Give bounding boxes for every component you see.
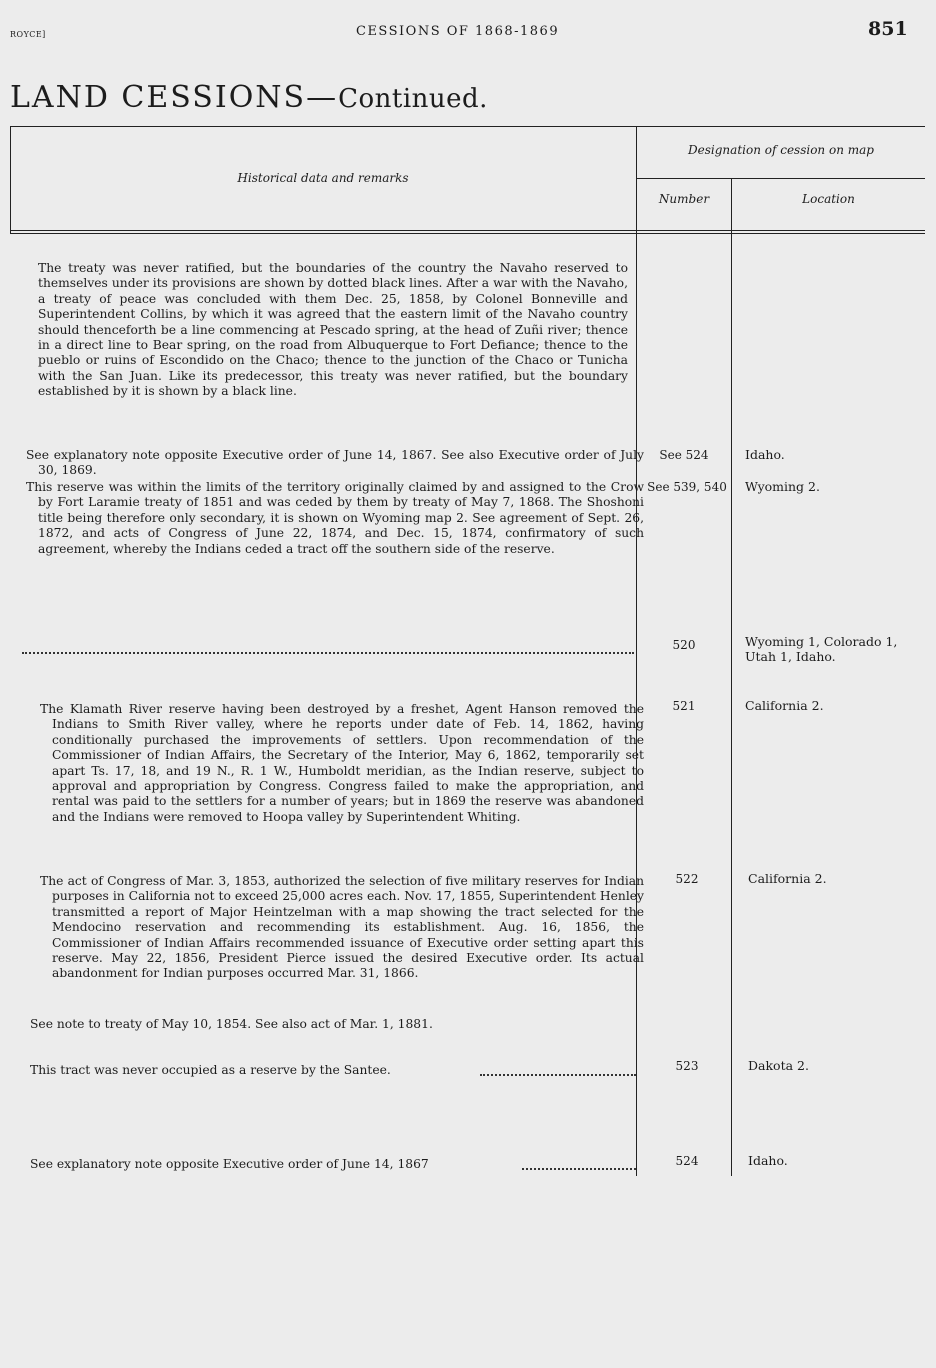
rule-designation-under (637, 178, 925, 179)
title-dash: — (306, 80, 339, 115)
column-head-designation: Designation of cession on map (688, 143, 874, 157)
cession-location: California 2. (748, 871, 827, 886)
cession-location: Idaho. (748, 1153, 788, 1168)
cession-location: California 2. (745, 698, 824, 713)
cession-location: Dakota 2. (748, 1058, 809, 1073)
cession-number: See 524 (659, 448, 709, 462)
column-head-remarks: Historical data and remarks (237, 171, 409, 185)
cession-number: 524 (675, 1154, 699, 1168)
cession-number: 521 (672, 699, 696, 713)
remark-text: See explanatory note opposite Executive order of June 14, 1867 (30, 1157, 429, 1171)
rule-header-bottom (10, 230, 925, 231)
rule-number-right (731, 178, 732, 1176)
remark-text: See note to treaty of May 10, 1854. See also act of Mar. 1, 1881. (30, 1017, 433, 1031)
remark-text: This tract was never occupied as a reserve by the Santee. (30, 1063, 391, 1077)
title-main: LAND CESSIONS (10, 80, 307, 115)
leader-dots (522, 1168, 636, 1170)
remark-text: See explanatory note opposite Executive order of June 14, 1867. See also Executive order of July 30, 1869. (26, 448, 644, 478)
cession-location: Idaho. (745, 447, 785, 462)
cession-location: Wyoming 2. (745, 479, 820, 494)
rule-top (10, 126, 925, 127)
leader-dots (22, 652, 634, 654)
column-head-number: Number (658, 192, 710, 206)
column-head-location: Location (802, 192, 855, 206)
remark-text: The treaty was never ratified, but the boundaries of the country the Navaho reserved to themselves under its provisions are shown by dotted black lines. After a war with the Navaho, a treaty of peace was concluded with them Dec. 25, 1858, by Colonel Bonneville and Superintendent Collins, by which it was agreed that the eastern limit of the Navaho country should thenceforth be a line commencing at Pescado spring, at the head of Zuñi river; thence in a direct line to Bear spring, on the road from Albuquerque to Fort Defiance; thence to the pueblo or ruins of Escondido on the Chaco; thence to the junction of the Chaco or Tunicha with the San Juan. Like its predecessor, this treaty was never ratified, but the boundary established by it is shown by a black line. (38, 261, 628, 399)
cession-number: 520 (672, 638, 696, 652)
cession-number: 523 (675, 1059, 699, 1073)
cession-number: 522 (675, 872, 699, 886)
title-continued: Continued. (338, 84, 488, 114)
running-head-left: ROYCE] (10, 30, 46, 39)
rule-header-bottom-2 (10, 233, 925, 234)
cession-number: See 539, 540 (647, 480, 727, 494)
page-number: 851 (868, 18, 908, 40)
leader-dots (480, 1074, 636, 1076)
running-head-title: CESSIONS OF 1868-1869 (356, 24, 560, 39)
page-title (10, 80, 488, 115)
remark-text: The act of Congress of Mar. 3, 1853, authorized the selection of five military reserves for Indian purposes in California not to exceed 25,000 acres each. Nov. 17, 1855, Superintendent Henley transmitted a report of Major Heintzelman with a map showing the tract selected for the Mendocino reservation and recommending its establishment. Aug. 16, 1856, the Commissioner of Indian Affairs recommended issuance of Executive order setting apart this reserve. May 22, 1856, President Pierce issued the desired Executive order. Its actual abandonment for Indian purposes occurred Mar. 31, 1866. (40, 874, 644, 981)
cession-location: Wyoming 1, Colorado 1, Utah 1, Idaho. (745, 634, 898, 664)
remark-text: The Klamath River reserve having been destroyed by a freshet, Agent Hanson removed the Indians to Smith River valley, where he reports under date of Feb. 14, 1862, having conditionally purchased the improvements of settlers. Upon recommendation of the Commissioner of Indian Affairs, the Secretary of the Interior, May 6, 1862, temporarily set apart Ts. 17, 18, and 19 N., R. 1 W., Humboldt meridian, as the Indian reserve, subject to approval and appropriation by Congress. Congress failed to make the appropriation, and rental was paid to the settlers for a number of years; but in 1869 the reserve was abandoned and the Indians were removed to Hoopa valley by Superintendent Whiting. (40, 702, 644, 824)
remark-text: This reserve was within the limits of the territory originally claimed by and assigned to the Crow by Fort Laramie treaty of 1851 and was ceded by them by treaty of May 7, 1868. The Shoshoni title being therefore only secondary, it is shown on Wyoming map 2. See agreement of Sept. 26, 1872, and acts of Congress of June 22, 1874, and Dec. 15, 1874, confirmatory of such agreement, whereby the Indians ceded a tract off the southern side of the reserve. (26, 480, 644, 556)
